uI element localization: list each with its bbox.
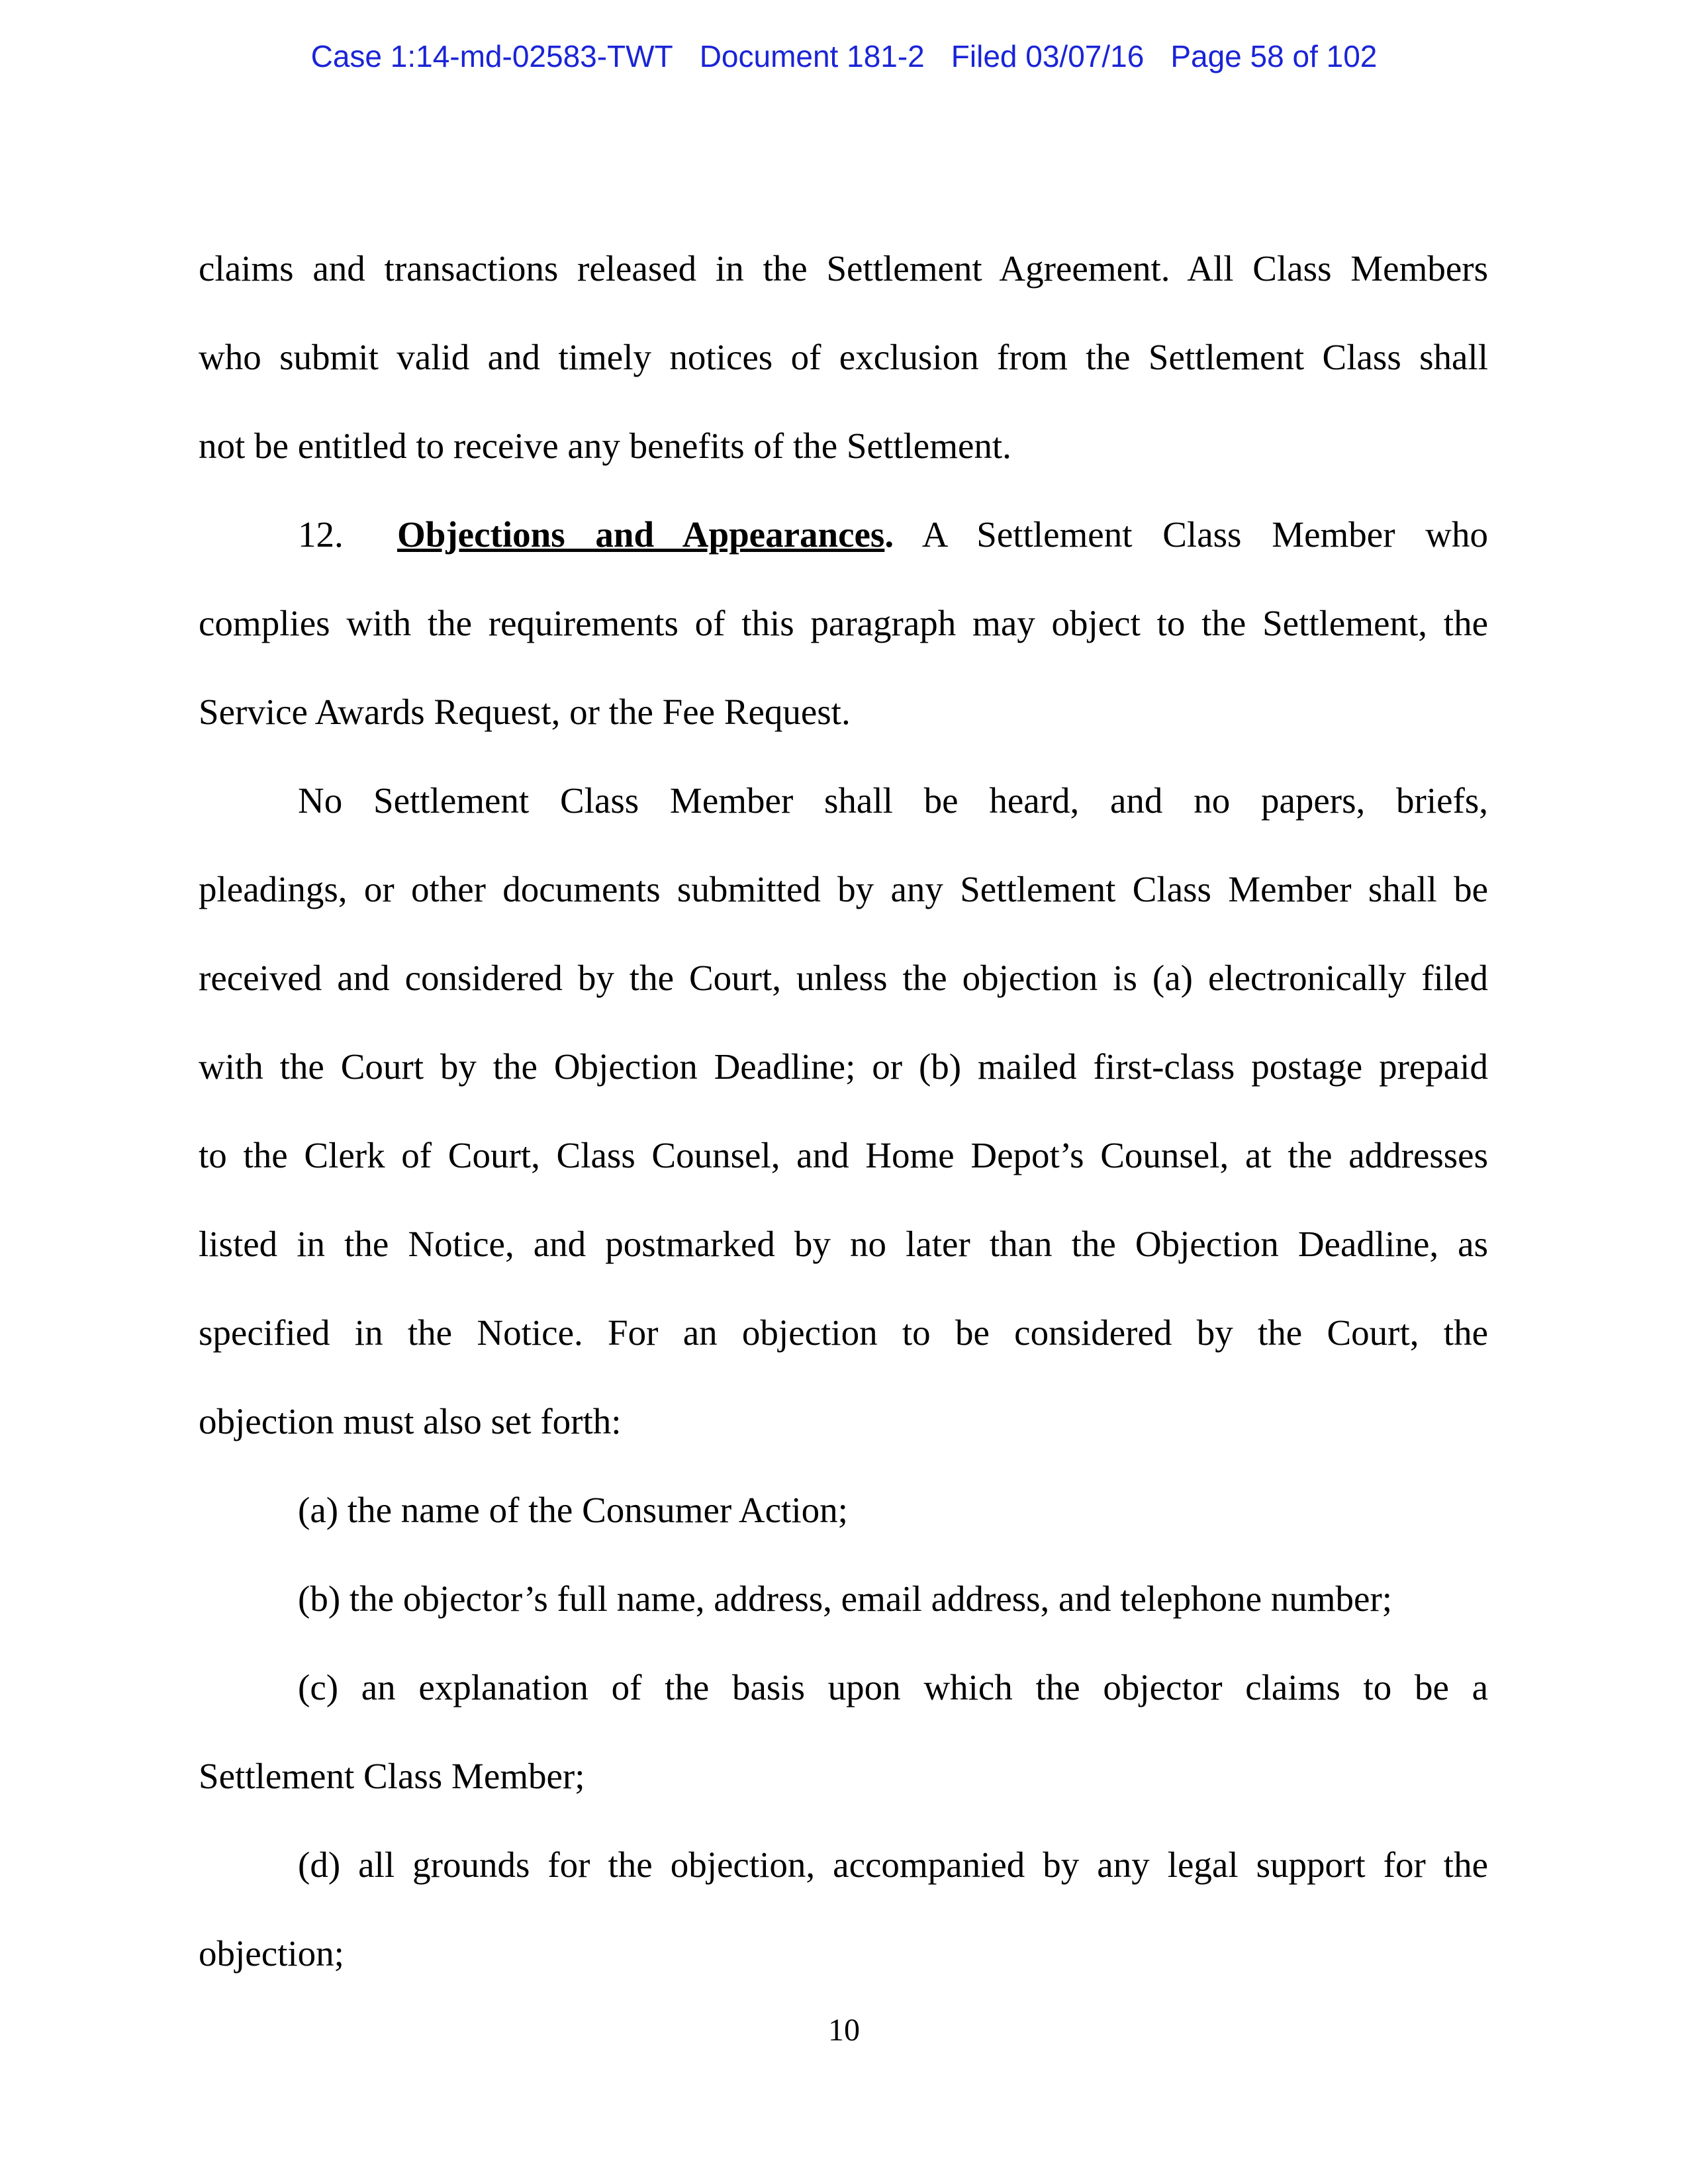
text-line: pleadings, or other documents submitted by any Settlement Class Member shall be xyxy=(199,869,1488,909)
text-line: specified in the Notice. For an objection to be considered by the Court, the xyxy=(199,1312,1488,1353)
section-heading: Objections and Appearances xyxy=(397,514,885,555)
list-item: (a) the name of the Consumer Action; xyxy=(298,1490,848,1530)
document-header xyxy=(0,38,1688,74)
section-number: 12. xyxy=(298,514,344,555)
text-line: not be entitled to receive any benefits of the Settlement. xyxy=(199,426,1011,466)
text-line: objection must also set forth: xyxy=(199,1401,622,1441)
text-line: objection; xyxy=(199,1933,344,1974)
text-line: A Settlement Class Member who xyxy=(921,514,1488,555)
text-line: claims and transactions released in the Settlement Agreement. All Class Members xyxy=(199,248,1488,289)
list-item: (b) the objector’s full name, address, email address, and telephone number; xyxy=(298,1578,1393,1619)
text-line: Service Awards Request, or the Fee Request. xyxy=(199,692,851,732)
text-line: listed in the Notice, and postmarked by no later than the Objection Deadline, as xyxy=(199,1224,1488,1264)
page-number: 10 xyxy=(828,2013,860,2048)
document-number: Document 181-2 xyxy=(699,39,925,73)
heading-period: . xyxy=(884,514,894,555)
case-number: Case 1:14-md-02583-TWT xyxy=(310,39,673,73)
text-line: who submit valid and timely notices of exclusion from the Settlement Class shall xyxy=(199,337,1488,377)
text-line: with the Court by the Objection Deadline; or (b) mailed first-class postage prepaid xyxy=(199,1046,1488,1087)
list-item: (d) all grounds for the objection, accompanied by any legal support for the xyxy=(298,1844,1488,1885)
text-line: complies with the requirements of this paragraph may object to the Settlement, the xyxy=(199,603,1488,643)
page-of-total: Page 58 of 102 xyxy=(1170,39,1378,73)
text-line: received and considered by the Court, unless the objection is (a) electronically filed xyxy=(199,958,1488,998)
list-item: (c) an explanation of the basis upon which the objector claims to be a xyxy=(298,1667,1488,1707)
text-line: No Settlement Class Member shall be heard, and no papers, briefs, xyxy=(298,780,1488,821)
text-line: to the Clerk of Court, Class Counsel, and Home Depot’s Counsel, at the addresses xyxy=(199,1135,1488,1175)
text-line: Settlement Class Member; xyxy=(199,1756,585,1796)
section-heading-line xyxy=(199,515,1488,555)
filed-date: Filed 03/07/16 xyxy=(951,39,1145,73)
